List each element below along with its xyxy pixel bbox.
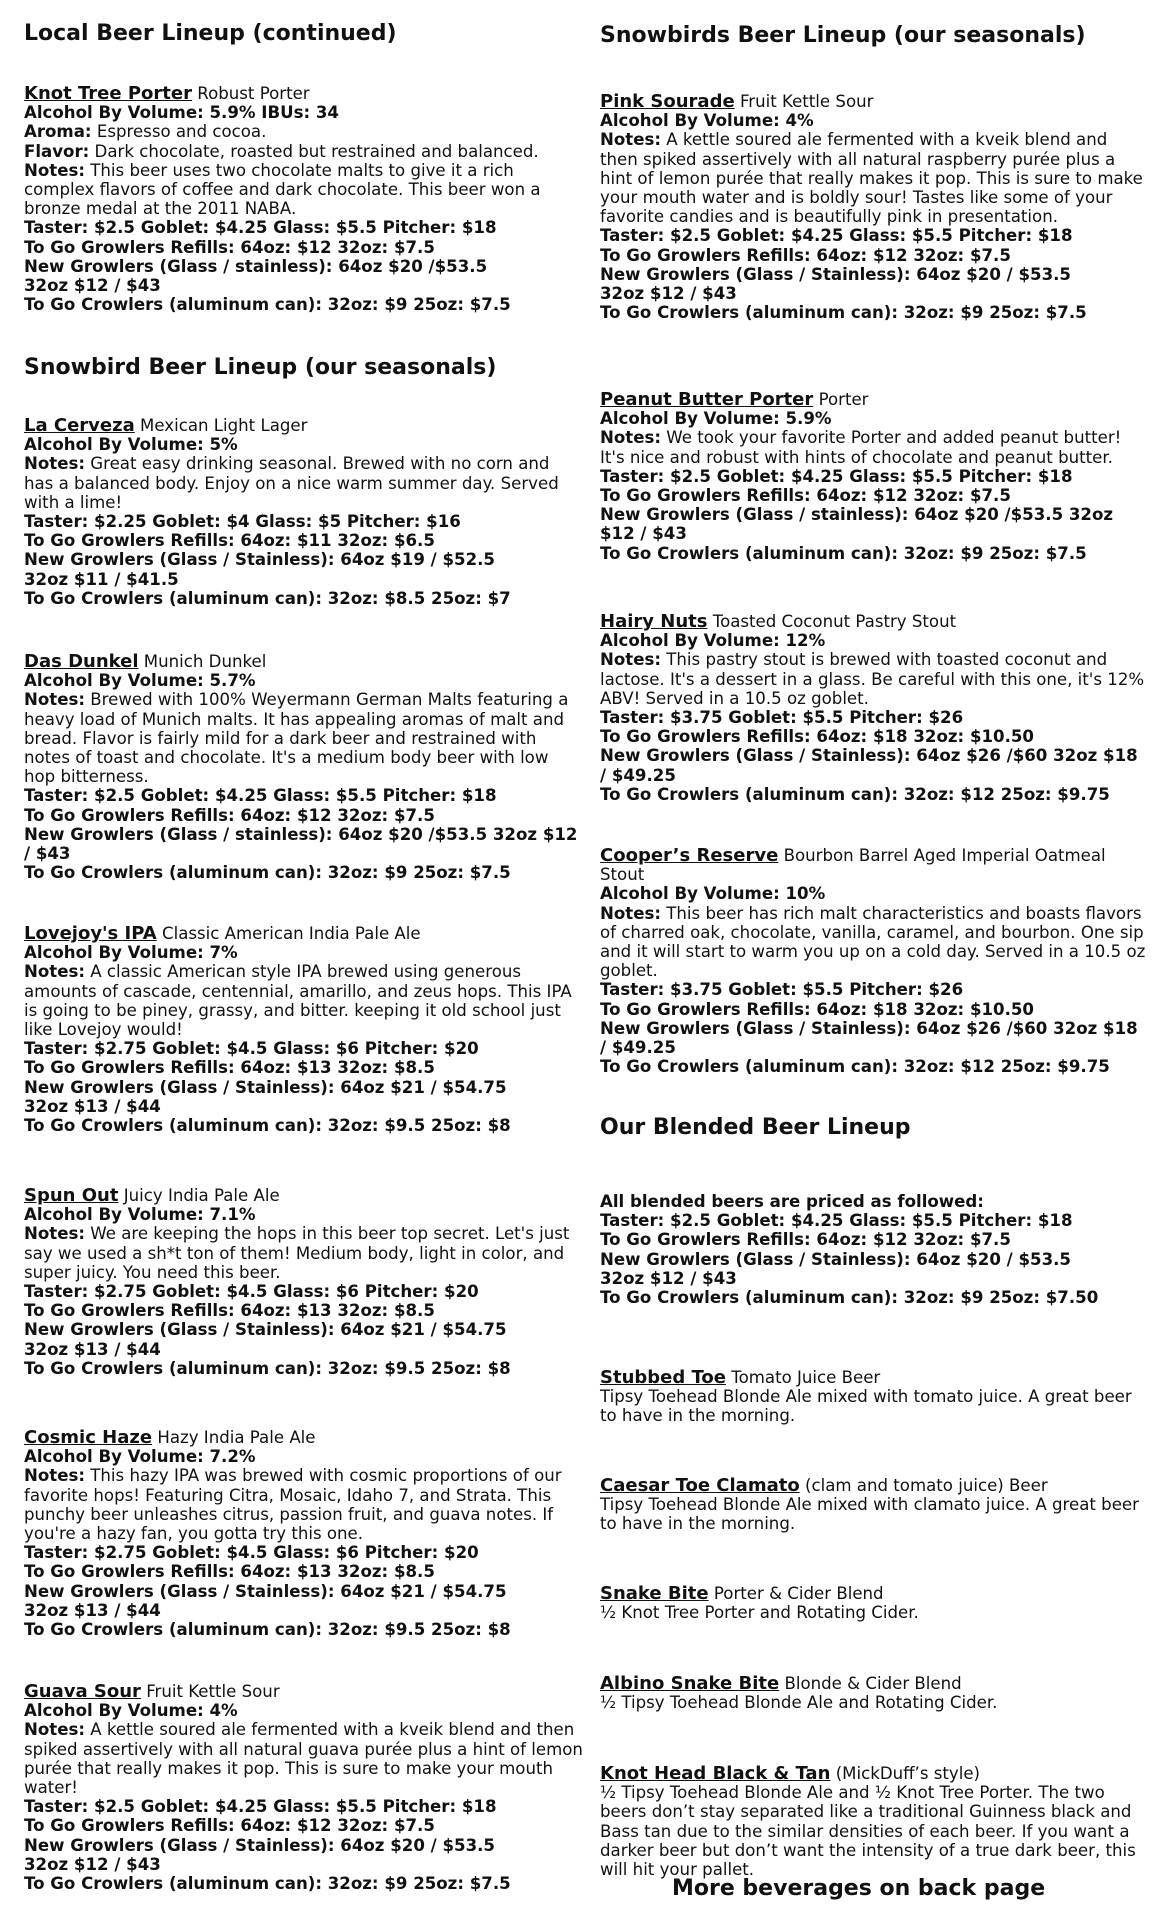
new-growler-line-2: 32oz $12 / $43 xyxy=(600,1268,737,1288)
beer-entry-knot-tree-porter xyxy=(24,84,584,314)
growler-refill-line: To Go Growlers Refills: 64oz: $13 32oz: $8.5 xyxy=(24,1562,435,1582)
blend-description: Tipsy Toehead Blonde Ale mixed with tomato juice. A great beer to have in the morning. xyxy=(600,1387,1132,1426)
beer-entry-lovejoys-ipa xyxy=(24,924,584,1135)
flavor-label: Flavor: xyxy=(24,141,90,161)
notes-text: This beer uses two chocolate malts to give it a rich complex flavors of coffee and dark chocolate. This beer won a bronze medal at the 2011 NABA. xyxy=(24,160,541,219)
crowler-line: To Go Crowlers (aluminum can): 32oz: $12 25oz: $9.75 xyxy=(600,784,1110,804)
new-growler-line-2: 32oz $13 / $44 xyxy=(24,1339,161,1359)
crowler-line: To Go Crowlers (aluminum can): 32oz: $9 25oz: $7.5 xyxy=(600,303,1087,323)
notes-label: Notes: xyxy=(24,1224,85,1244)
growler-refill-line: To Go Growlers Refills: 64oz: $12 32oz: $7.5 xyxy=(600,486,1011,506)
section-heading-snowbird: Snowbird Beer Lineup (our seasonals) xyxy=(24,355,497,380)
notes-text: We are keeping the hops in this beer top secret. Let's just say we used a sh*t ton of them! Medium body, light in color, and super juicy. You need this beer. xyxy=(24,1224,570,1282)
beer-name: Hairy Nuts xyxy=(600,611,708,632)
beer-name: La Cerveza xyxy=(24,415,135,436)
beer-entry-hairy-nuts xyxy=(600,612,1148,804)
beer-name: Albino Snake Bite xyxy=(600,1673,780,1694)
blend-description: ½ Knot Tree Porter and Rotating Cider. xyxy=(600,1603,919,1623)
notes-label: Notes: xyxy=(24,1720,85,1740)
blend-entry-stubbed-toe xyxy=(600,1368,1148,1426)
crowler-line: To Go Crowlers (aluminum can): 32oz: $9 25oz: $7.5 xyxy=(24,1874,511,1894)
crowler-line: To Go Crowlers (aluminum can): 32oz: $9.5 25oz: $8 xyxy=(24,1358,511,1378)
notes-text: A kettle soured ale fermented with a kveik blend and then spiked assertively with all natural guava purée plus a hint of lemon purée that really makes it pop. This is sure to make your mouth water! xyxy=(24,1720,583,1798)
new-growler-line: New Growlers (Glass / Stainless): 64oz $26 /$60 32oz $18 / $49.25 xyxy=(600,746,1138,785)
new-growler-line: New Growlers (Glass / stainless): 64oz $20 /$53.5 xyxy=(24,256,488,276)
notes-text: This beer has rich malt characteristics and boasts flavors of charred oak, chocolate, vanilla, caramel, and bourbon. One sip and it will start to warm you up on a cold day. Served in a 10.5 oz goblet. xyxy=(600,903,1146,981)
beer-style: Juicy India Pale Ale xyxy=(123,1186,280,1205)
beer-name: Pink Sourade xyxy=(600,91,735,112)
new-growler-line-2: 32oz $11 / $41.5 xyxy=(24,569,179,589)
notes-text: A kettle soured ale fermented with a kveik blend and then spiked assertively with all natural raspberry purée plus a hint of lemon purée that really makes it pop. This is sure to make your mouth water and is boldly sour! Tastes like some of your favorite candies and is beautifully pink in presentation. xyxy=(600,130,1143,227)
growler-refill-line: To Go Growlers Refills: 64oz: $12 32oz: $7.5 xyxy=(24,237,435,257)
notes-text: This pastry stout is brewed with toasted coconut and lactose. It's a dessert in a glass. Be careful with this one, it's 12% ABV! Served in a 10.5 oz goblet. xyxy=(600,650,1145,708)
beer-style: Hazy India Pale Ale xyxy=(157,1428,316,1447)
abv-line: Alcohol By Volume: 12% xyxy=(600,631,826,651)
beer-style: Tomato Juice Beer xyxy=(731,1368,881,1387)
section-heading-blended: Our Blended Beer Lineup xyxy=(600,1115,911,1140)
notes-text: A classic American style IPA brewed using generous amounts of cascade, centennial, amarillo, and zeus hops. This IPA is going to be piney, grassy, and bitter. keeping it old school just like Lovejoy would! xyxy=(24,962,572,1040)
price-line: Taster: $2.5 Goblet: $4.25 Glass: $5.5 Pitcher: $18 xyxy=(24,1797,497,1817)
notes-label: Notes: xyxy=(600,650,661,670)
notes-label: Notes: xyxy=(600,428,661,448)
abv-line: Alcohol By Volume: 4% xyxy=(600,111,814,131)
beer-name: Knot Head Black & Tan xyxy=(600,1763,831,1784)
new-growler-line-2: 32oz $12 / $43 xyxy=(24,276,161,296)
beer-name: Cosmic Haze xyxy=(24,1427,153,1448)
section-heading-snowbirds: Snowbirds Beer Lineup (our seasonals) xyxy=(600,23,1086,48)
beer-name: Knot Tree Porter xyxy=(24,83,192,104)
price-line: Taster: $2.5 Goblet: $4.25 Glass: $5.5 Pitcher: $18 xyxy=(600,1211,1073,1231)
abv-line: Alcohol By Volume: 5% xyxy=(24,435,238,455)
beer-entry-spun-out xyxy=(24,1186,584,1378)
aroma-label: Aroma: xyxy=(24,122,92,142)
new-growler-line: New Growlers (Glass / stainless): 64oz $20 /$53.5 32oz $12 / $43 xyxy=(600,505,1114,544)
beer-style: (MickDuff’s style) xyxy=(835,1764,981,1783)
new-growler-line: New Growlers (Glass / Stainless): 64oz $19 / $52.5 xyxy=(24,550,495,570)
crowler-line: To Go Crowlers (aluminum can): 32oz: $9 25oz: $7.5 xyxy=(24,863,511,883)
price-line: Taster: $3.75 Goblet: $5.5 Pitcher: $26 xyxy=(600,980,964,1000)
section-heading-local-continued: Local Beer Lineup (continued) xyxy=(24,21,397,46)
beer-entry-peanut-butter-porter xyxy=(600,390,1148,563)
beer-style: Porter xyxy=(818,390,869,409)
beer-name: Spun Out xyxy=(24,1185,119,1206)
aroma-text: Espresso and cocoa. xyxy=(96,122,267,142)
price-line: Taster: $2.5 Goblet: $4.25 Glass: $5.5 Pitcher: $18 xyxy=(24,786,497,806)
abv-line: Alcohol By Volume: 7% xyxy=(24,943,238,963)
notes-label: Notes: xyxy=(24,962,85,982)
growler-refill-line: To Go Growlers Refills: 64oz: $18 32oz: $10.50 xyxy=(600,727,1034,747)
new-growler-line: New Growlers (Glass / Stainless): 64oz $21 / $54.75 xyxy=(24,1077,507,1097)
crowler-line: To Go Crowlers (aluminum can): 32oz: $9.5 25oz: $8 xyxy=(24,1116,511,1136)
price-line: Taster: $2.5 Goblet: $4.25 Glass: $5.5 Pitcher: $18 xyxy=(24,218,497,238)
beer-style: Blonde & Cider Blend xyxy=(784,1674,962,1693)
notes-label: Notes: xyxy=(24,454,85,474)
beer-style: Fruit Kettle Sour xyxy=(739,92,874,111)
new-growler-line: New Growlers (Glass / stainless): 64oz $20 /$53.5 32oz $12 / $43 xyxy=(24,824,578,864)
new-growler-line: New Growlers (Glass / Stainless): 64oz $20 / $53.5 xyxy=(24,1835,495,1855)
beer-name: Cooper’s Reserve xyxy=(600,845,779,866)
beer-style: Fruit Kettle Sour xyxy=(146,1682,280,1701)
crowler-line: To Go Crowlers (aluminum can): 32oz: $9.5 25oz: $8 xyxy=(24,1620,511,1640)
blend-entry-snake-bite xyxy=(600,1584,1148,1622)
price-line: Taster: $2.5 Goblet: $4.25 Glass: $5.5 Pitcher: $18 xyxy=(600,466,1073,486)
notes-label: Notes: xyxy=(24,1466,85,1486)
beer-name: Lovejoy's IPA xyxy=(24,923,157,944)
beer-name: Peanut Butter Porter xyxy=(600,389,814,410)
crowler-line: To Go Crowlers (aluminum can): 32oz: $9 25oz: $7.5 xyxy=(24,295,511,315)
beer-name: Caesar Toe Clamato xyxy=(600,1475,800,1496)
growler-refill-line: To Go Growlers Refills: 64oz: $12 32oz: $7.5 xyxy=(24,805,435,825)
price-line: Taster: $2.75 Goblet: $4.5 Glass: $6 Pitcher: $20 xyxy=(24,1543,479,1563)
beer-name: Guava Sour xyxy=(24,1681,141,1702)
new-growler-line-2: 32oz $12 / $43 xyxy=(24,1854,161,1874)
new-growler-line-2: 32oz $13 / $44 xyxy=(24,1096,161,1116)
notes-text: This hazy IPA was brewed with cosmic proportions of our favorite hops! Featuring Citra, Mosaic, Idaho 7, and Strata. This punchy beer unleashes citrus, passion fruit, and guava notes. If you're a hazy fan, you gotta try this one. xyxy=(24,1466,562,1544)
blend-description: ½ Tipsy Toehead Blonde Ale and ½ Knot Tree Porter. The two beers don’t stay separated like a traditional Guinness black and Bass tan due to the similar densities of each beer. If you want a darker beer but don’t want the intensity of a true dark beer, this will hit your pallet. xyxy=(600,1783,1136,1880)
growler-refill-line: To Go Growlers Refills: 64oz: $12 32oz: $7.5 xyxy=(600,1230,1011,1250)
beer-entry-guava-sour xyxy=(24,1682,584,1893)
notes-label: Notes: xyxy=(24,690,85,710)
blend-entry-caesar-toe-clamato xyxy=(600,1476,1148,1534)
growler-refill-line: To Go Growlers Refills: 64oz: $12 32oz: $7.5 xyxy=(600,245,1011,265)
abv-line: Alcohol By Volume: 5.9% IBUs: 34 xyxy=(24,103,339,123)
crowler-line: To Go Crowlers (aluminum can): 32oz: $9 25oz: $7.50 xyxy=(600,1288,1099,1308)
new-growler-line: New Growlers (Glass / Stainless): 64oz $20 / $53.5 xyxy=(600,264,1071,284)
beer-entry-cosmic-haze xyxy=(24,1428,584,1639)
abv-line: Alcohol By Volume: 10% xyxy=(600,884,826,904)
beer-entry-la-cerveza xyxy=(24,416,584,608)
beer-style: Robust Porter xyxy=(197,84,310,103)
beer-name: Das Dunkel xyxy=(24,651,139,672)
growler-refill-line: To Go Growlers Refills: 64oz: $13 32oz: $8.5 xyxy=(24,1301,435,1321)
price-line: Taster: $2.25 Goblet: $4 Glass: $5 Pitcher: $16 xyxy=(24,512,461,532)
notes-text: We took your favorite Porter and added peanut butter! It's nice and robust with hints of chocolate and peanut butter. xyxy=(600,428,1122,467)
abv-line: Alcohol By Volume: 7.1% xyxy=(24,1205,256,1225)
new-growler-line: New Growlers (Glass / Stainless): 64oz $21 / $54.75 xyxy=(24,1581,507,1601)
beer-style: Bourbon Barrel Aged Imperial Oatmeal Stout xyxy=(600,846,1106,885)
abv-line: Alcohol By Volume: 4% xyxy=(24,1701,238,1721)
beer-entry-pink-sourade xyxy=(600,92,1148,322)
growler-refill-line: To Go Growlers Refills: 64oz: $13 32oz: $8.5 xyxy=(24,1058,435,1078)
abv-line: Alcohol By Volume: 5.7% xyxy=(24,671,256,691)
crowler-line: To Go Crowlers (aluminum can): 32oz: $9 25oz: $7.5 xyxy=(600,543,1087,563)
price-line: Taster: $2.5 Goblet: $4.25 Glass: $5.5 Pitcher: $18 xyxy=(600,226,1073,246)
beer-style: Mexican Light Lager xyxy=(140,416,308,435)
blend-description: ½ Tipsy Toehead Blonde Ale and Rotating Cider. xyxy=(600,1693,998,1713)
blend-entry-albino-snake-bite xyxy=(600,1674,1148,1712)
beer-style: Porter & Cider Blend xyxy=(713,1584,884,1603)
abv-line: Alcohol By Volume: 5.9% xyxy=(600,409,832,429)
beer-style: (clam and tomato juice) Beer xyxy=(804,1476,1048,1495)
flavor-text: Dark chocolate, roasted but restrained and balanced. xyxy=(94,141,539,161)
blend-entry-knot-head-black-tan xyxy=(600,1764,1148,1879)
growler-refill-line: To Go Growlers Refills: 64oz: $11 32oz: $6.5 xyxy=(24,531,435,551)
blend-description: Tipsy Toehead Blonde Ale mixed with clamato juice. A great beer to have in the morning. xyxy=(600,1495,1139,1534)
price-line: Taster: $2.75 Goblet: $4.5 Glass: $6 Pitcher: $20 xyxy=(24,1282,479,1302)
beer-name: Stubbed Toe xyxy=(600,1367,726,1388)
crowler-line: To Go Crowlers (aluminum can): 32oz: $12 25oz: $9.75 xyxy=(600,1057,1110,1077)
beer-style: Toasted Coconut Pastry Stout xyxy=(712,612,957,631)
growler-refill-line: To Go Growlers Refills: 64oz: $12 32oz: $7.5 xyxy=(24,1816,435,1836)
notes-label: Notes: xyxy=(24,160,85,180)
price-line: Taster: $2.75 Goblet: $4.5 Glass: $6 Pitcher: $20 xyxy=(24,1039,479,1059)
growler-refill-line: To Go Growlers Refills: 64oz: $18 32oz: $10.50 xyxy=(600,999,1034,1019)
notes-text: Brewed with 100% Weyermann German Malts featuring a heavy load of Munich malts. It has appealing aromas of malt and bread. Flavor is fairly mild for a dark beer and restrained with notes of toast and chocolate. It's a medium body beer with low hop bitterness. xyxy=(24,690,569,787)
new-growler-line: New Growlers (Glass / Stainless): 64oz $20 / $53.5 xyxy=(600,1249,1071,1269)
new-growler-line: New Growlers (Glass / Stainless): 64oz $26 /$60 32oz $18 / $49.25 xyxy=(600,1018,1138,1058)
crowler-line: To Go Crowlers (aluminum can): 32oz: $8.5 25oz: $7 xyxy=(24,588,511,608)
footer-note: More beverages on back page xyxy=(672,1876,1046,1901)
new-growler-line-2: 32oz $13 / $44 xyxy=(24,1600,161,1620)
notes-label: Notes: xyxy=(600,903,661,923)
beer-style: Classic American India Pale Ale xyxy=(162,924,421,943)
beer-entry-coopers-reserve xyxy=(600,846,1148,1076)
price-line: Taster: $3.75 Goblet: $5.5 Pitcher: $26 xyxy=(600,708,964,728)
notes-label: Notes: xyxy=(600,130,661,150)
new-growler-line-2: 32oz $12 / $43 xyxy=(600,284,737,304)
blended-intro: All blended beers are priced as followed: xyxy=(600,1192,984,1211)
blended-pricing xyxy=(600,1192,1148,1307)
new-growler-line: New Growlers (Glass / Stainless): 64oz $21 / $54.75 xyxy=(24,1320,507,1340)
abv-line: Alcohol By Volume: 7.2% xyxy=(24,1447,256,1467)
notes-text: Great easy drinking seasonal. Brewed with no corn and has a balanced body. Enjoy on a nice warm summer day. Served with a lime! xyxy=(24,454,559,512)
beer-name: Snake Bite xyxy=(600,1583,709,1604)
beer-entry-das-dunkel xyxy=(24,652,584,882)
beer-style: Munich Dunkel xyxy=(143,652,267,671)
